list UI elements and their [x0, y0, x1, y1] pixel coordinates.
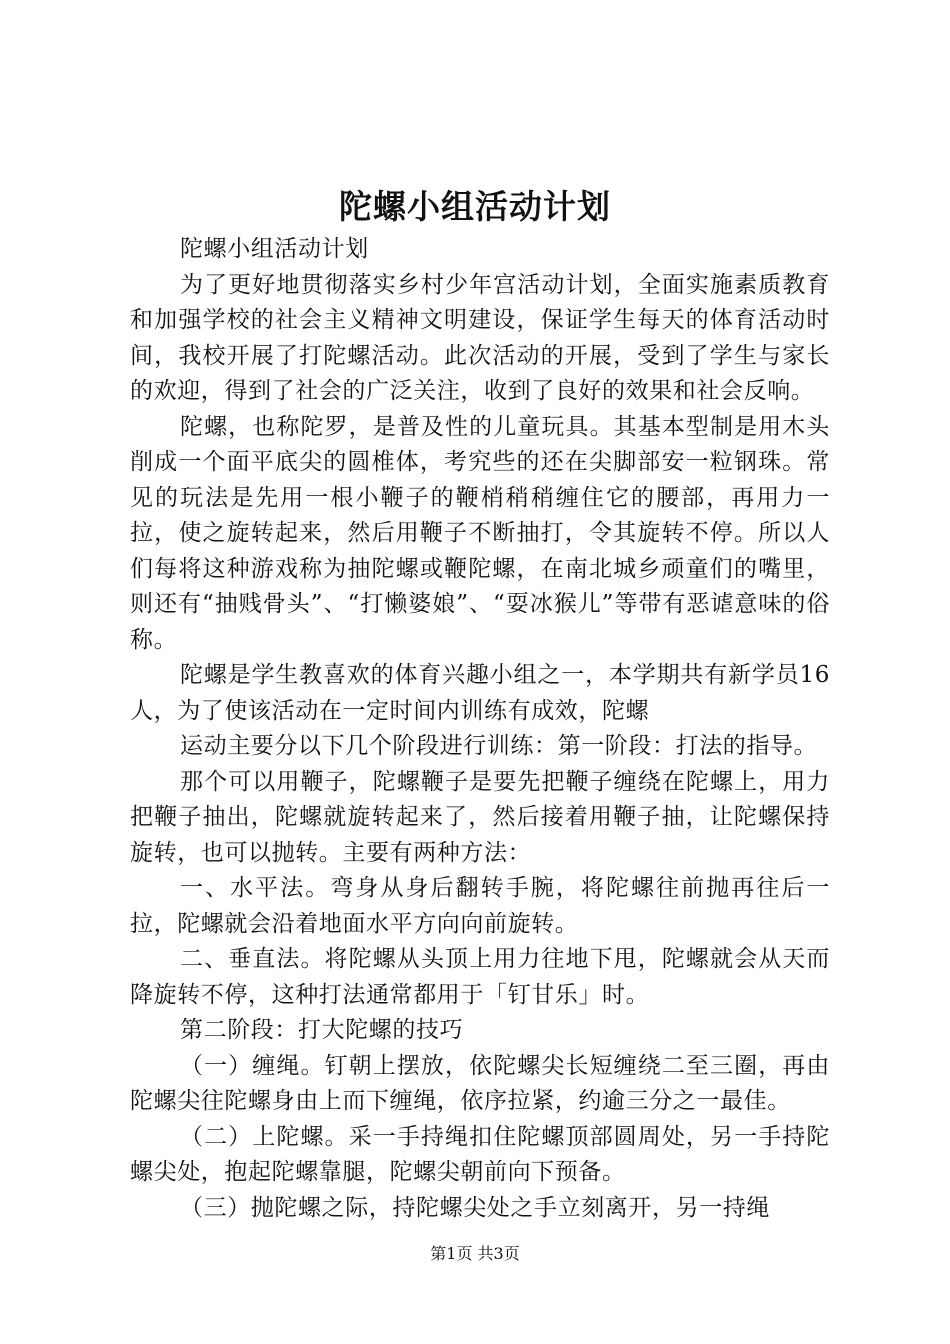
paragraph: 陀螺是学生教喜欢的体育兴趣小组之一，本学期共有新学员16人，为了使该活动在一定时间内训练有成效，陀螺	[130, 662, 830, 724]
paragraph: （二）上陀螺。采一手持绳扣住陀螺顶部圆周处，另一手持陀螺尖处，抱起陀螺靠腿，陀螺尖朝前向下预备。	[130, 1123, 830, 1185]
paragraph: 陀螺小组活动计划	[180, 236, 369, 262]
paragraph: 运动主要分以下几个阶段进行训练：第一阶段：打法的指导。	[180, 733, 818, 759]
document-title: 陀螺小组活动计划	[339, 187, 611, 226]
paragraph: 二、垂直法。将陀螺从头顶上用力往地下甩，陀螺就会从天而降旋转不停，这种打法通常都用于「钉甘乐」时。	[130, 946, 830, 1008]
section-heading: 第二阶段：打大陀螺的技巧	[180, 1017, 464, 1043]
document-body	[130, 232, 830, 1226]
paragraph: （一）缠绳。钉朝上摆放，依陀螺尖长短缠绕二至三圈，再由陀螺尖往陀螺身由上而下缠绳，依序拉紧，约逾三分之一最佳。	[130, 1052, 830, 1114]
paragraph: 一、水平法。弯身从身后翻转手腕，将陀螺往前抛再往后一拉，陀螺就会沿着地面水平方向向前旋转。	[130, 875, 830, 937]
page-footer: 第1页 共3页	[430, 1244, 520, 1263]
paragraph: 那个可以用鞭子，陀螺鞭子是要先把鞭子缠绕在陀螺上，用力把鞭子抽出，陀螺就旋转起来了，然后接着用鞭子抽，让陀螺保持旋转，也可以抛转。主要有两种方法：	[130, 768, 830, 866]
paragraph: 为了更好地贯彻落实乡村少年宫活动计划，全面实施素质教育和加强学校的社会主义精神文明建设，保证学生每天的体育活动时间，我校开展了打陀螺活动。此次活动的开展，受到了学生与家长的欢迎，得到了社会的广泛关注，收到了良好的效果和社会反响。	[130, 271, 830, 404]
paragraph: （三）抛陀螺之际，持陀螺尖处之手立刻离开，另一持绳	[180, 1194, 770, 1221]
paragraph: 陀螺，也称陀罗，是普及性的儿童玩具。其基本型制是用木头削成一个面平底尖的圆椎体，考究些的还在尖脚部安一粒钢珠。常见的玩法是先用一根小鞭子的鞭梢稍稍缠住它的腰部，再用力一拉，使之旋转起来，然后用鞭子不断抽打，令其旋转不停。所以人们每将这种游戏称为抽陀螺或鞭陀螺，在南北城乡顽童们的嘴里，则还有“抽贱骨头”、“打懒婆娘”、“耍冰猴儿”等带有恶谑意味的俗称。	[130, 413, 830, 653]
